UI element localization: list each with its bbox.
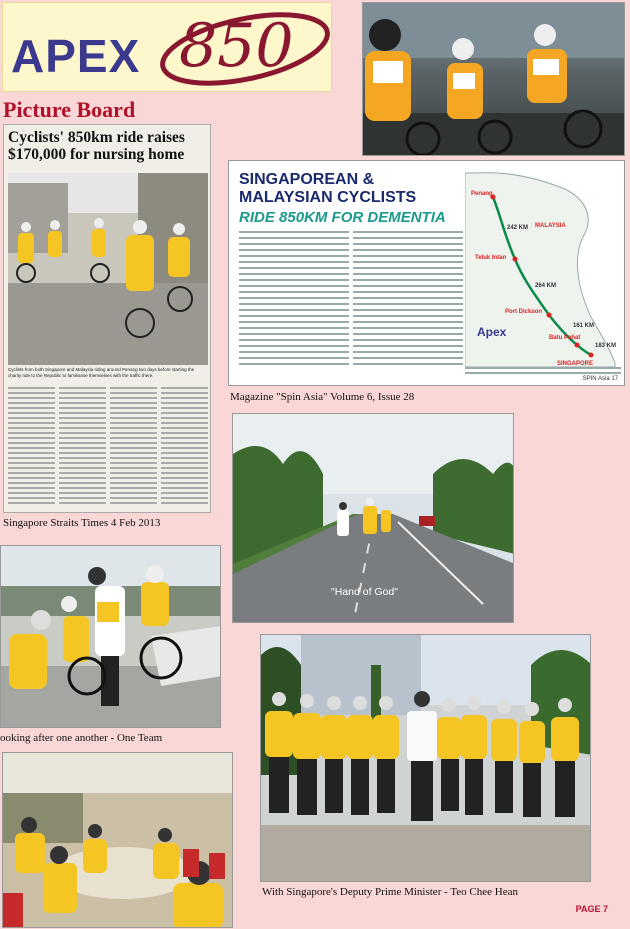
newspaper-body-text	[8, 387, 208, 511]
photo-hand-of-god	[232, 413, 514, 623]
newspaper-clipping	[3, 124, 211, 513]
map-label-singapore: SINGAPORE	[557, 361, 594, 367]
magazine-title	[239, 171, 416, 207]
apex-850-logo	[2, 2, 332, 92]
map-label-malaysia: MALAYSIA	[535, 223, 566, 229]
photo-deputy-prime-minister	[260, 634, 591, 882]
dpm-caption: With Singapore's Deputy Prime Minister - Teo Chee Hean	[262, 886, 518, 898]
newspaper-headline: Cyclists' 850km ride raises $170,000 for nursing home	[8, 129, 185, 163]
map-label-penang: Penang	[471, 191, 493, 197]
magazine-page-ref: SPIN Asia 17	[582, 376, 618, 382]
magazine-title-line1: SINGAPOREAN &	[239, 171, 375, 188]
logo-brand-text: APEX	[11, 30, 141, 82]
map-distance-2: 264 KM	[535, 283, 557, 289]
page-title: Picture Board	[3, 97, 136, 122]
magazine-caption: Magazine "Spin Asia" Volume 6, Issue 28	[230, 391, 415, 403]
map-distance-1: 242 KM	[507, 225, 529, 231]
map-distance-3: 161 KM	[573, 323, 595, 329]
magazine-subtitle: RIDE 850KM FOR DEMENTIA	[239, 209, 446, 226]
map-label-teluk-intan: Teluk Intan	[475, 255, 507, 261]
newspaper-caption: Singapore Straits Times 4 Feb 2013	[3, 517, 161, 529]
logo-number-text: 850	[179, 11, 294, 81]
magazine-page	[228, 160, 625, 386]
newspaper-photo	[8, 173, 208, 365]
hand-of-god-caption: "Hand of God"	[331, 586, 398, 598]
one-team-caption: ooking after one another - One Team	[0, 732, 163, 744]
page-number: PAGE 7	[575, 904, 608, 914]
magazine-text-col-1	[239, 231, 349, 371]
map-label-batu-pahat: Batu Pahat	[549, 335, 581, 341]
photo-cyclists-group	[362, 2, 625, 156]
photo-restaurant	[2, 752, 233, 928]
newspaper-photo-caption: Cyclists from both Singapore and Malaysia riding around Penang two days before starting the charity ride to the Republic to familiarise themselves with the traffic there.	[8, 367, 195, 378]
magazine-text-col-2	[353, 231, 463, 371]
photo-one-team	[0, 545, 221, 728]
magazine-title-line2: MALAYSIAN CYCLISTS	[239, 189, 417, 206]
map-label-port-dickson: Port Dickson	[505, 309, 543, 315]
magazine-apex-logo: Apex	[477, 325, 507, 339]
map-distance-4: 183 KM	[595, 343, 617, 349]
